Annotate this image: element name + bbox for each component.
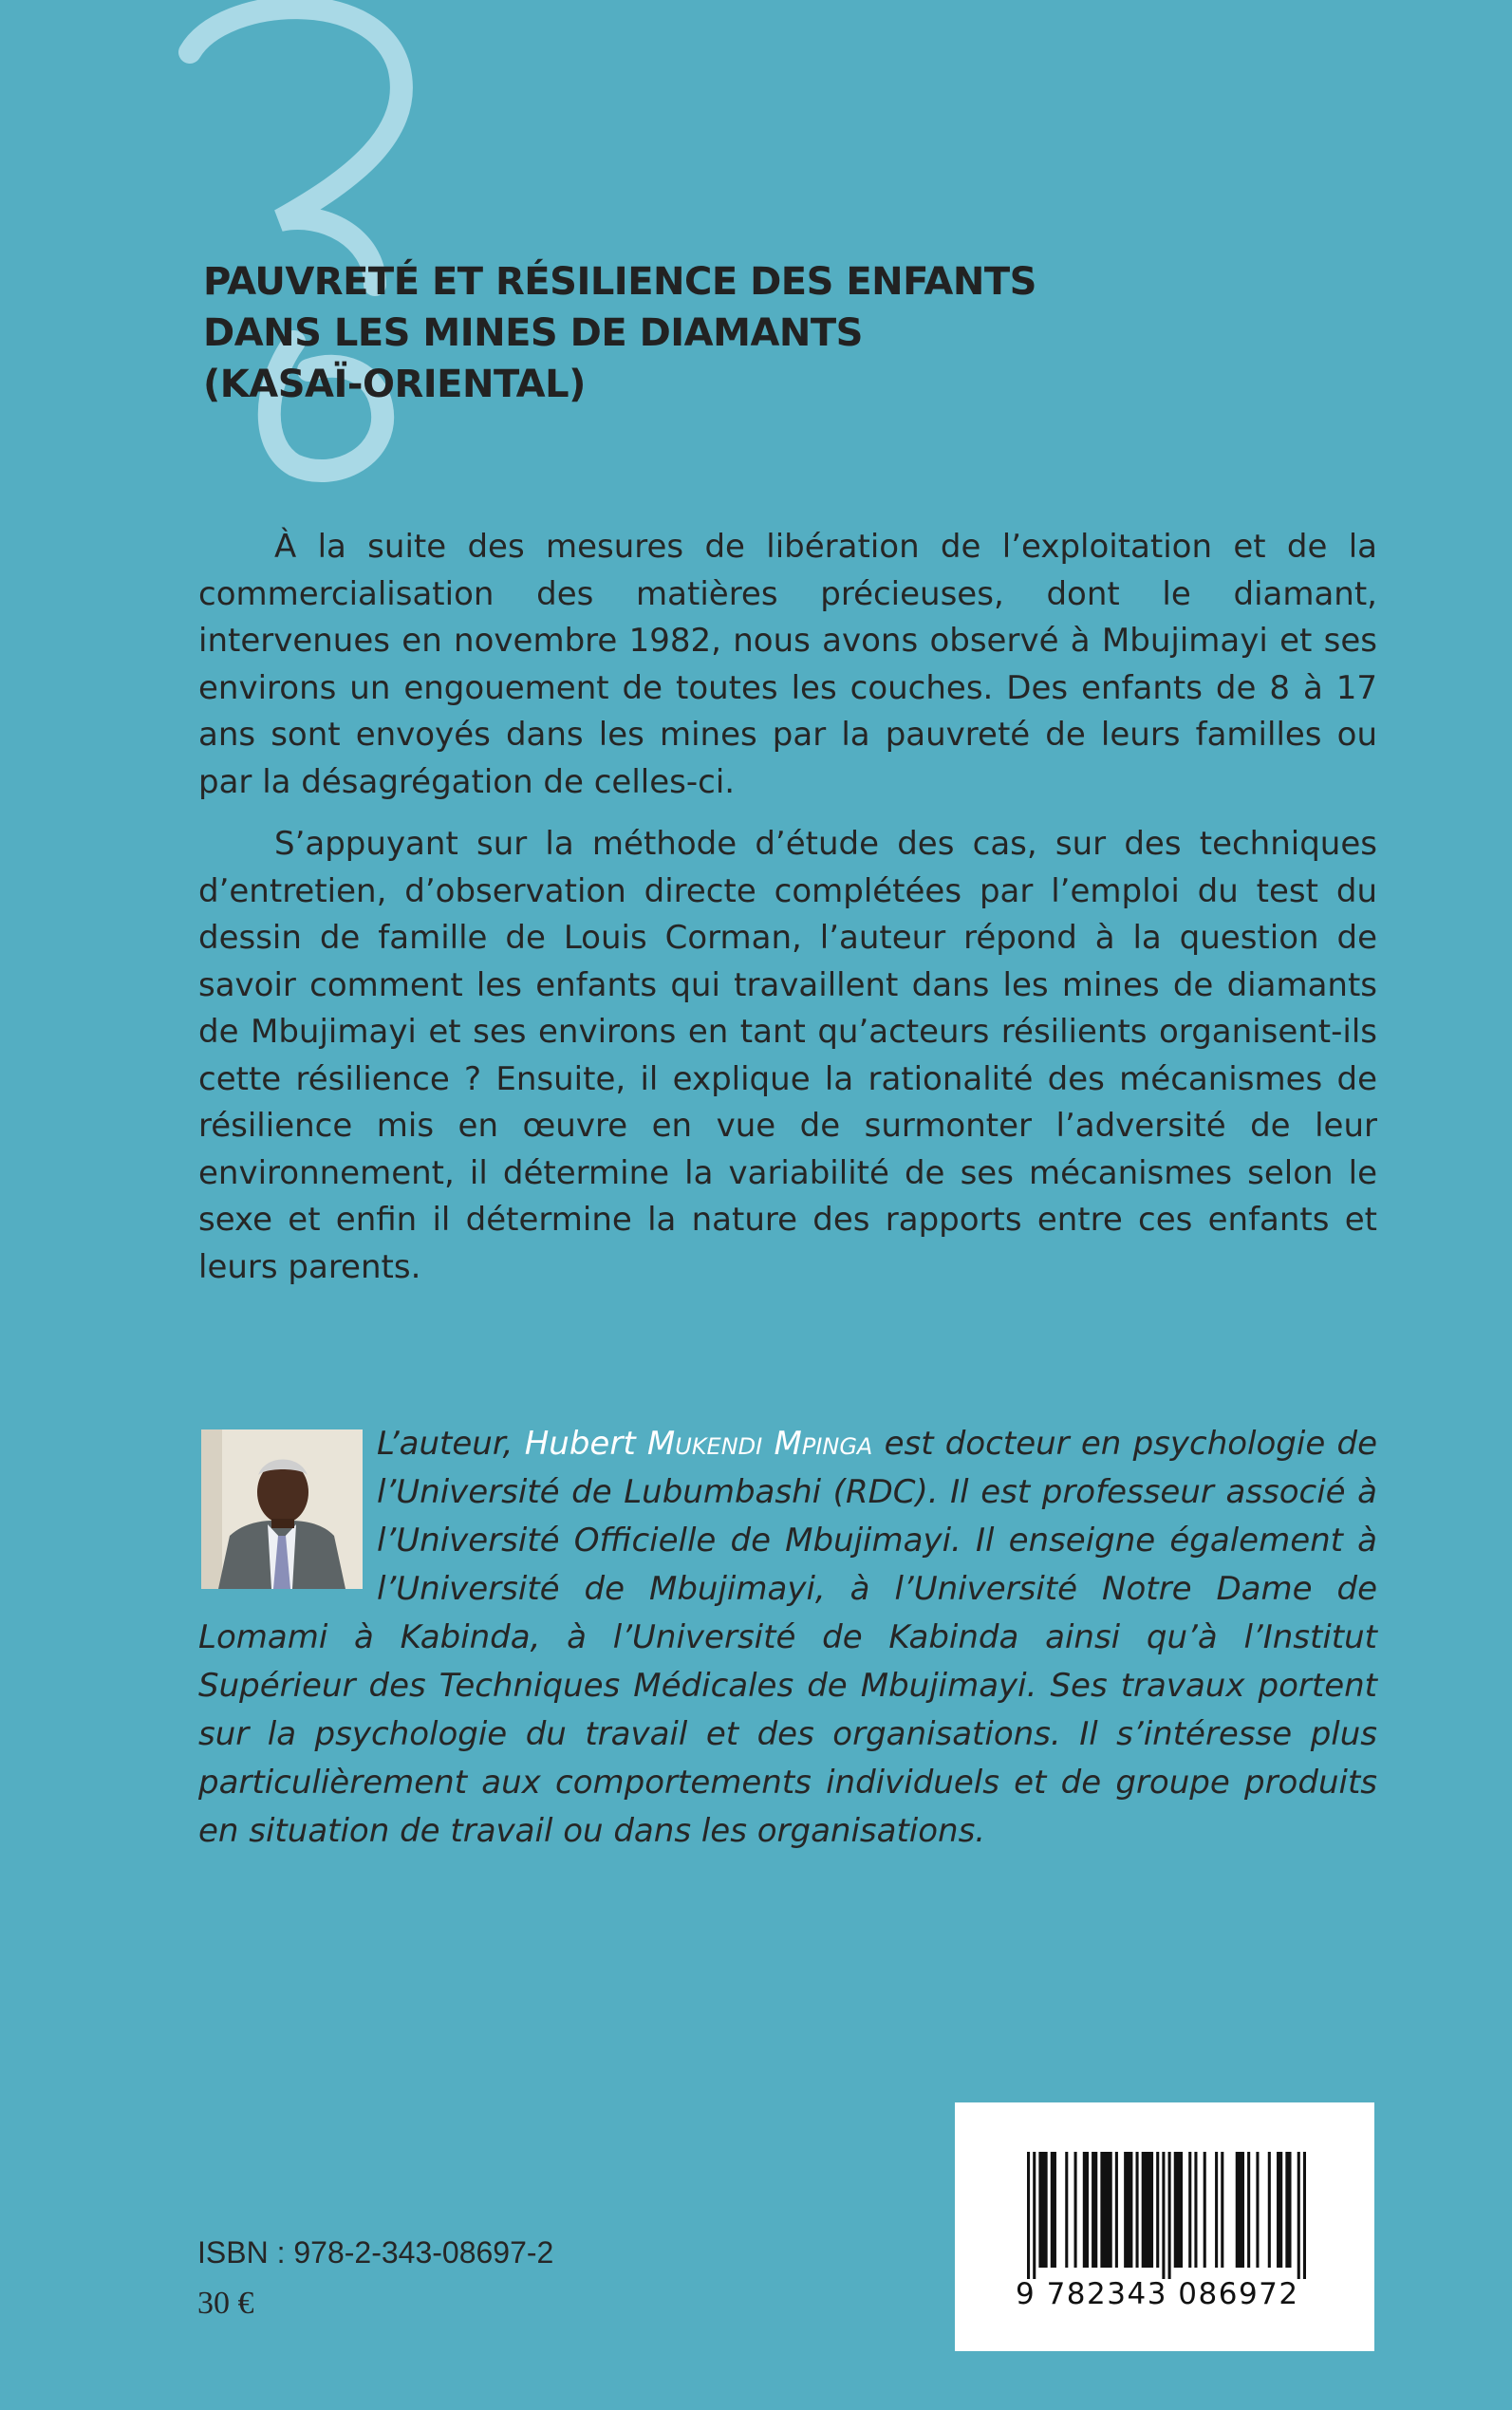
barcode-bar xyxy=(1168,2152,1171,2279)
author-surname: Mukendi Mpinga xyxy=(646,1425,873,1463)
barcode-bar xyxy=(1100,2152,1111,2268)
book-title xyxy=(203,256,1247,410)
barcode-bar xyxy=(1285,2152,1291,2268)
barcode-bar xyxy=(1303,2152,1306,2279)
author-photo xyxy=(201,1429,363,1589)
author-bio xyxy=(198,1420,1377,1856)
bio-intro: L’auteur, xyxy=(377,1425,525,1463)
barcode-bar xyxy=(1247,2152,1250,2268)
barcode-bar xyxy=(1256,2152,1259,2268)
barcode-bar xyxy=(1033,2152,1036,2279)
bio-text: est docteur en psychologie de l’Université de Lubumbashi (RDC). Il est professeur associé à l’Université Officielle de Mbujimayi. Il enseigne également à l’Université de Mbujimayi, à l’Université Notre Dame de Lomami à Kabinda, à l’Université de Kabinda ainsi qu’à l’Institut Supérieur des Techniques Médicales de Mbujimayi. Ses travaux portent sur la psychologie du travail et des organisations. Il s’intéresse plus particulièrement aux comportements individuels et de groupe produits en situation de travail ou dans les organisations. xyxy=(198,1425,1377,1850)
barcode-bar xyxy=(1074,2152,1077,2268)
barcode-bar xyxy=(1083,2152,1089,2268)
barcode-bar xyxy=(1204,2152,1206,2268)
author-portrait-image xyxy=(201,1429,363,1589)
price-text: 30 € xyxy=(197,2286,254,2321)
barcode-bar xyxy=(1156,2152,1159,2268)
summary-text xyxy=(198,524,1377,1306)
barcode-bar xyxy=(1142,2152,1153,2268)
barcode-bar xyxy=(1115,2152,1118,2268)
barcode-bar xyxy=(1194,2152,1197,2268)
title-line-2: DANS LES MINES DE DIAMANTS xyxy=(203,311,863,355)
isbn-text: ISBN : 978-2-343-08697-2 xyxy=(197,2235,554,2270)
summary-paragraph-2: S’appuyant sur la méthode d’étude des cas, sur des techniques d’entretien, d’observation directe complétées par l’emploi du test du dessin de famille de Louis Corman, l’auteur répond à la question de savoir comment les enfants qui travaillent dans les mines de diamants de Mbujimayi et ses environs en tant qu’acteurs résilients organisent-ils cette résilience ? Ensuite, il explique la rationalité des mécanismes de résilience mis en œuvre en vue de surmonter l’adversité de leur environnement, il détermine la variabilité de ses mécanismes selon le sexe et enfin il détermine la nature des rapports entre ces enfants et leurs parents. xyxy=(198,825,1377,1286)
barcode-bar xyxy=(1297,2152,1300,2279)
barcode-bar xyxy=(1038,2152,1047,2268)
barcode-bar xyxy=(1065,2152,1068,2268)
decorative-swirl-upper xyxy=(190,8,401,285)
barcode-bar xyxy=(1221,2152,1223,2268)
barcode-bar xyxy=(1268,2152,1271,2268)
barcode-bar xyxy=(1215,2152,1218,2268)
barcode-bar xyxy=(1092,2152,1097,2268)
barcode-bar xyxy=(1027,2152,1030,2279)
barcode-bar xyxy=(1174,2152,1183,2268)
title-line-3: (KASAÏ-ORIENTAL) xyxy=(203,363,586,406)
barcode-bar xyxy=(1051,2152,1056,2268)
barcode-bar xyxy=(1136,2152,1139,2268)
barcode-bar xyxy=(1162,2152,1165,2279)
summary-paragraph-1: À la suite des mesures de libération de l’exploitation et de la commercialisation des matières précieuses, dont le diamant, intervenues en novembre 1982, nous avons observé à Mbujimayi et ses environs un engouement de toutes les couches. Des enfants de 8 à 17 ans sont envoyés dans les mines par la pauvreté de leurs familles ou par la désagrégation de celles-ci. xyxy=(198,528,1377,801)
barcode-bar xyxy=(1124,2152,1132,2268)
title-line-1: PAUVRETÉ ET RÉSILIENCE DES ENFANTS xyxy=(203,260,1036,304)
barcode-bars xyxy=(1027,2152,1306,2279)
barcode-bar xyxy=(1236,2152,1244,2268)
barcode-bar xyxy=(1277,2152,1282,2268)
author-first-name: Hubert xyxy=(524,1425,636,1463)
barcode xyxy=(955,2102,1374,2351)
barcode-bar xyxy=(1188,2152,1191,2268)
barcode-digits: 9 782343 086972 xyxy=(1016,2277,1299,2311)
